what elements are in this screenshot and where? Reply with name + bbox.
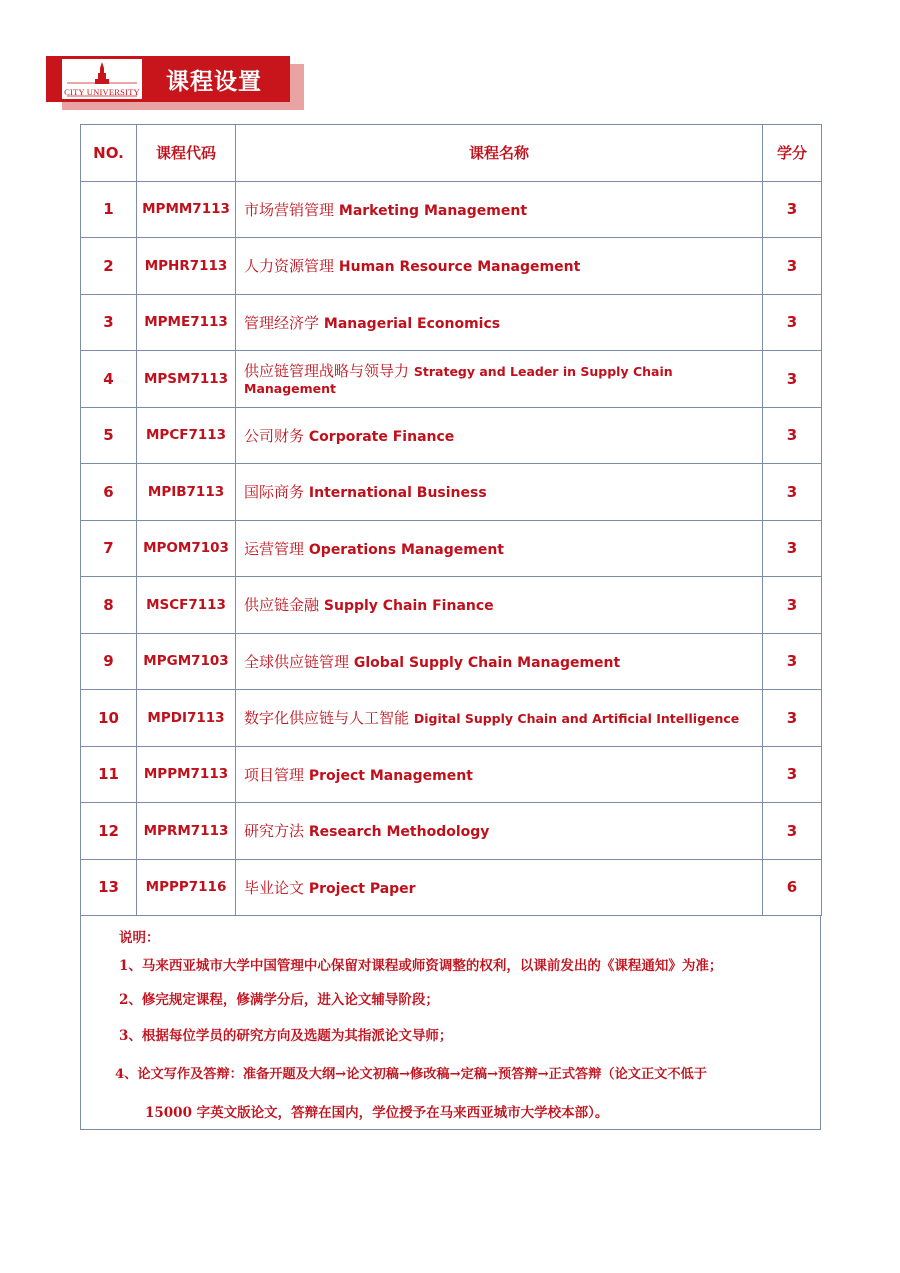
table-row (81, 746, 822, 803)
city-university-logo (62, 59, 142, 99)
course-name-en: Project Paper (308, 880, 416, 897)
course-credits: 6 (763, 859, 822, 916)
row-no: 1 (81, 181, 137, 238)
course-name (236, 690, 763, 747)
table-header-row (81, 125, 822, 182)
course-credits: 3 (763, 238, 822, 295)
note-item: 4、论文写作及答辩：准备开题及大纲→论文初稿→修改稿→定稿→预答辩→正式答辩（论文正文不低于 (115, 1067, 707, 1082)
course-name-en: Operations Management (308, 541, 504, 558)
course-credits: 3 (763, 803, 822, 860)
row-no: 11 (81, 746, 137, 803)
course-name-en: Project Management (308, 767, 473, 784)
course-credits: 3 (763, 520, 822, 577)
course-name (236, 294, 763, 351)
row-no: 3 (81, 294, 137, 351)
course-name-zh: 供应链金融 (244, 596, 320, 615)
course-code: MSCF7113 (137, 577, 236, 634)
course-name-en: Managerial Economics (323, 315, 501, 332)
course-name-zh: 供应链管理战略与领导力 (244, 362, 410, 381)
row-no: 4 (81, 351, 137, 408)
course-code: MPMM7113 (137, 181, 236, 238)
notes-heading: 说明： (119, 930, 160, 946)
row-no: 2 (81, 238, 137, 295)
course-credits: 3 (763, 633, 822, 690)
course-name (236, 633, 763, 690)
course-name-en: Research Methodology (308, 824, 490, 841)
course-name-en: Human Resource Management (338, 259, 581, 276)
course-name-en: Global Supply Chain Management (353, 654, 621, 671)
course-table (80, 124, 822, 916)
section-header (46, 56, 306, 112)
course-name-zh: 运营管理 (244, 539, 305, 558)
table-row (81, 690, 822, 747)
note-continuation: 15000 字英文版论文，答辩在国内，学位授予在马来西亚城市大学校本部）。 (145, 1105, 609, 1121)
course-credits: 3 (763, 294, 822, 351)
course-name (236, 238, 763, 295)
row-no: 10 (81, 690, 137, 747)
course-name (236, 859, 763, 916)
course-name (236, 407, 763, 464)
course-name-en: International Business (308, 485, 487, 502)
course-name-zh: 市场营销管理 (244, 200, 335, 219)
table-row (81, 859, 822, 916)
table-row (81, 407, 822, 464)
course-name-zh: 国际商务 (244, 483, 305, 502)
course-name-en: Digital Supply Chain and Artificial Intelligence (413, 711, 740, 727)
course-name-zh: 研究方法 (244, 822, 305, 841)
course-name (236, 351, 763, 408)
table-row (81, 464, 822, 521)
course-code: MPIB7113 (137, 464, 236, 521)
row-no: 5 (81, 407, 137, 464)
header-no: NO. (81, 125, 137, 182)
course-code: MPPP7116 (137, 859, 236, 916)
course-code: MPCF7113 (137, 407, 236, 464)
course-credits: 3 (763, 690, 822, 747)
course-name (236, 577, 763, 634)
course-name-zh: 公司财务 (244, 426, 305, 445)
course-name (236, 746, 763, 803)
course-code: MPDI7113 (137, 690, 236, 747)
table-row (81, 633, 822, 690)
table-row (81, 577, 822, 634)
course-name-zh: 数字化供应链与人工智能 (244, 709, 410, 728)
course-name-zh: 管理经济学 (244, 313, 320, 332)
header-bar (46, 56, 290, 102)
header-code: 课程代码 (137, 125, 236, 182)
note-item: 2、修完规定课程，修满学分后，进入论文辅导阶段； (119, 992, 439, 1008)
course-name-zh: 全球供应链管理 (244, 652, 350, 671)
logo-text: CITY UNIVERSITY (64, 87, 140, 97)
course-code: MPRM7113 (137, 803, 236, 860)
table-row (81, 181, 822, 238)
row-no: 9 (81, 633, 137, 690)
page-title: 课程设置 (166, 69, 262, 95)
course-name (236, 464, 763, 521)
course-name-zh: 人力资源管理 (244, 257, 335, 276)
course-name-zh: 毕业论文 (244, 878, 305, 897)
course-name-en: Strategy and Leader in Supply Chain Management (244, 364, 673, 397)
table-row (81, 803, 822, 860)
course-code: MPHR7113 (137, 238, 236, 295)
course-name (236, 803, 763, 860)
course-code: MPPM7113 (137, 746, 236, 803)
course-name-en: Supply Chain Finance (323, 598, 494, 615)
course-credits: 3 (763, 746, 822, 803)
course-credits: 3 (763, 351, 822, 408)
course-code: MPGM7103 (137, 633, 236, 690)
row-no: 13 (81, 859, 137, 916)
row-no: 6 (81, 464, 137, 521)
header-credits: 学分 (763, 125, 822, 182)
course-code: MPME7113 (137, 294, 236, 351)
course-credits: 3 (763, 181, 822, 238)
row-no: 7 (81, 520, 137, 577)
course-name (236, 181, 763, 238)
table-row (81, 520, 822, 577)
header-name: 课程名称 (236, 125, 763, 182)
course-code: MPSM7113 (137, 351, 236, 408)
table-row (81, 351, 822, 408)
notes-panel (80, 916, 821, 1130)
course-credits: 3 (763, 577, 822, 634)
course-credits: 3 (763, 407, 822, 464)
course-name-en: Corporate Finance (308, 428, 455, 445)
course-name (236, 520, 763, 577)
course-code: MPOM7103 (137, 520, 236, 577)
row-no: 12 (81, 803, 137, 860)
note-item: 1、马来西亚城市大学中国管理中心保留对课程或师资调整的权利，以课前发出的《课程通知》为准； (119, 958, 723, 974)
course-credits: 3 (763, 464, 822, 521)
course-name-zh: 项目管理 (244, 765, 305, 784)
note-item: 3、根据每位学员的研究方向及选题为其指派论文导师； (119, 1028, 453, 1044)
table-row (81, 294, 822, 351)
row-no: 8 (81, 577, 137, 634)
table-row (81, 238, 822, 295)
course-name-en: Marketing Management (338, 202, 528, 219)
